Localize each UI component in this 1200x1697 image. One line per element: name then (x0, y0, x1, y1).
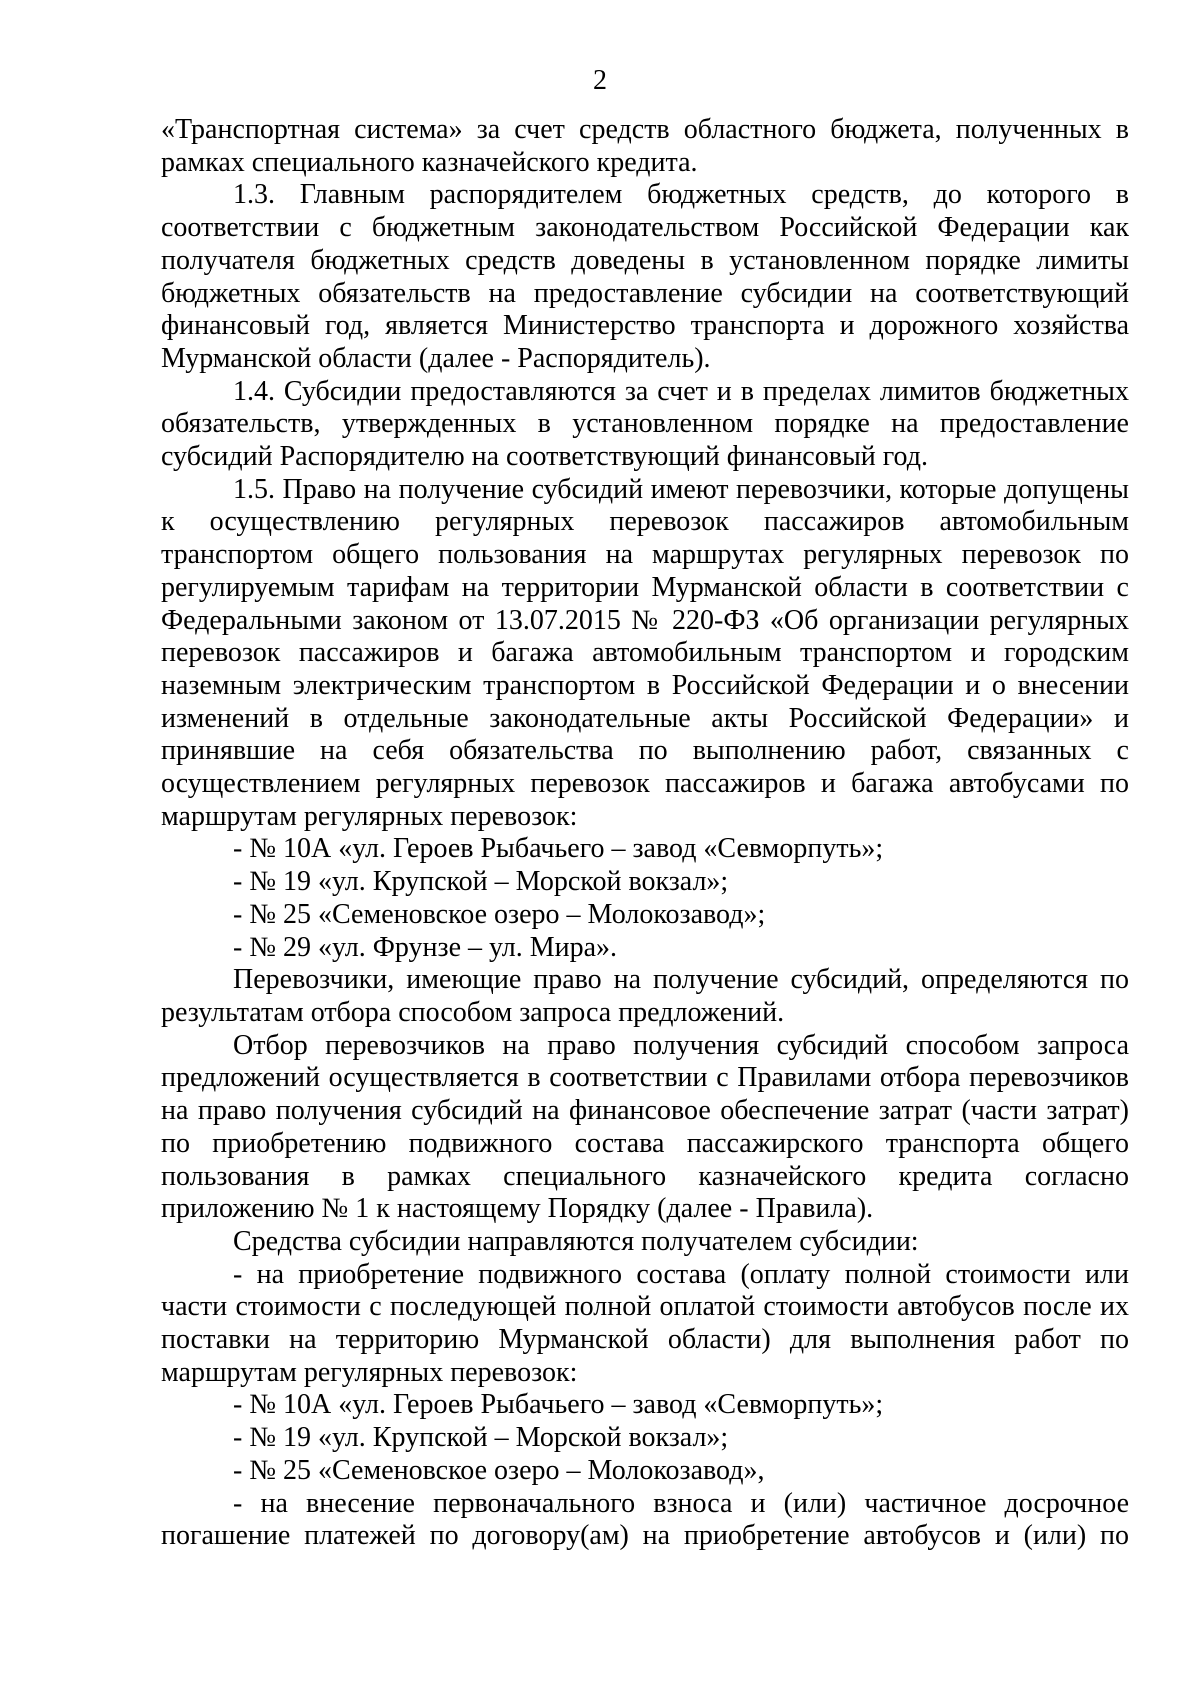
paragraph-initial-payment: - на внесение первоначального взноса и (или) частичное досрочное погашение платежей по договору(ам) на приобретение автобусов и (или) по (161, 1487, 1129, 1552)
route-list-item: - № 10А «ул. Героев Рыбачьего – завод «Севморпуть»; (233, 1389, 884, 1421)
paragraph-carriers-selection: Перевозчики, имеющие право на получение субсидий, определяются по результатам отбора способом запроса предложений. (161, 964, 1129, 1028)
paragraph-rolling-stock-purchase: - на приобретение подвижного состава (оплату полной стоимости или части стоимости с последующей полной оплатой стоимости автобусов после их поставки на территорию Мурманской области) для выполнения работ по маршрутам регулярных перевозок: (161, 1258, 1129, 1388)
paragraph-subsidy-directions: Средства субсидии направляются получателем субсидии: (233, 1225, 919, 1257)
route-list-item: - № 10А «ул. Героев Рыбачьего – завод «Севморпуть»; (233, 833, 884, 865)
route-list-item: - № 29 «ул. Фрунзе – ул. Мира». (233, 931, 618, 963)
route-list-item: - № 25 «Семеновское озеро – Молокозавод»; (233, 898, 766, 930)
route-list-item: - № 25 «Семеновское озеро – Молокозавод», (233, 1454, 765, 1486)
paragraph-1-4: 1.4. Субсидии предоставляются за счет и в пределах лимитов бюджетных обязательств, утвержденных в установленном порядке на предоставление субсидий Распорядителю на соответствующий финансовый год. (161, 375, 1129, 473)
route-list-item: - № 19 «ул. Крупской – Морской вокзал»; (233, 1422, 729, 1454)
paragraph-1-5: 1.5. Право на получение субсидий имеют перевозчики, которые допущены к осуществлению регулярных перевозок пассажиров автомобильным транспортом общего пользования на маршрутах регулярных перевозок по регулируемым тарифам на территории Мурманской области в соответствии с Федеральными законом от 13.07.2015 № 220-ФЗ «Об организации регулярных перевозок пассажиров и багажа автомобильным транспортом и городским наземным электрическим транспортом в Российской Федерации и о внесении изменений в отдельные законодательные акты Российской Федерации» и принявшие на себя обязательства по выполнению работ, связанных с осуществлением регулярных перевозок пассажиров и багажа автобусами по маршрутам регулярных перевозок: (161, 473, 1129, 832)
route-list-item: - № 19 «ул. Крупской – Морской вокзал»; (233, 866, 729, 898)
page-number: 2 (593, 65, 607, 96)
document-body (161, 114, 1129, 1553)
paragraph-selection-rules: Отбор перевозчиков на право получения субсидий способом запроса предложений осуществляется в соответствии с Правилами отбора перевозчиков на право получения субсидий на финансовое обеспечение затрат (части затрат) по приобретению подвижного состава пассажирского транспорта общего пользования в рамках специального казначейского кредита согласно приложению № 1 к настоящему Порядку (далее - Правила). (161, 1029, 1129, 1225)
paragraph-continuation: «Транспортная система» за счет средств областного бюджета, полученных в рамках специального казначейского кредита. (161, 114, 1129, 178)
paragraph-1-3: 1.3. Главным распорядителем бюджетных средств, до которого в соответствии с бюджетным законодательством Российской Федерации как получателя бюджетных средств доведены в установленном порядке лимиты бюджетных обязательств на предоставление субсидии на соответствующий финансовый год, является Министерство транспорта и дорожного хозяйства Мурманской области (далее - Распорядитель). (161, 179, 1129, 374)
